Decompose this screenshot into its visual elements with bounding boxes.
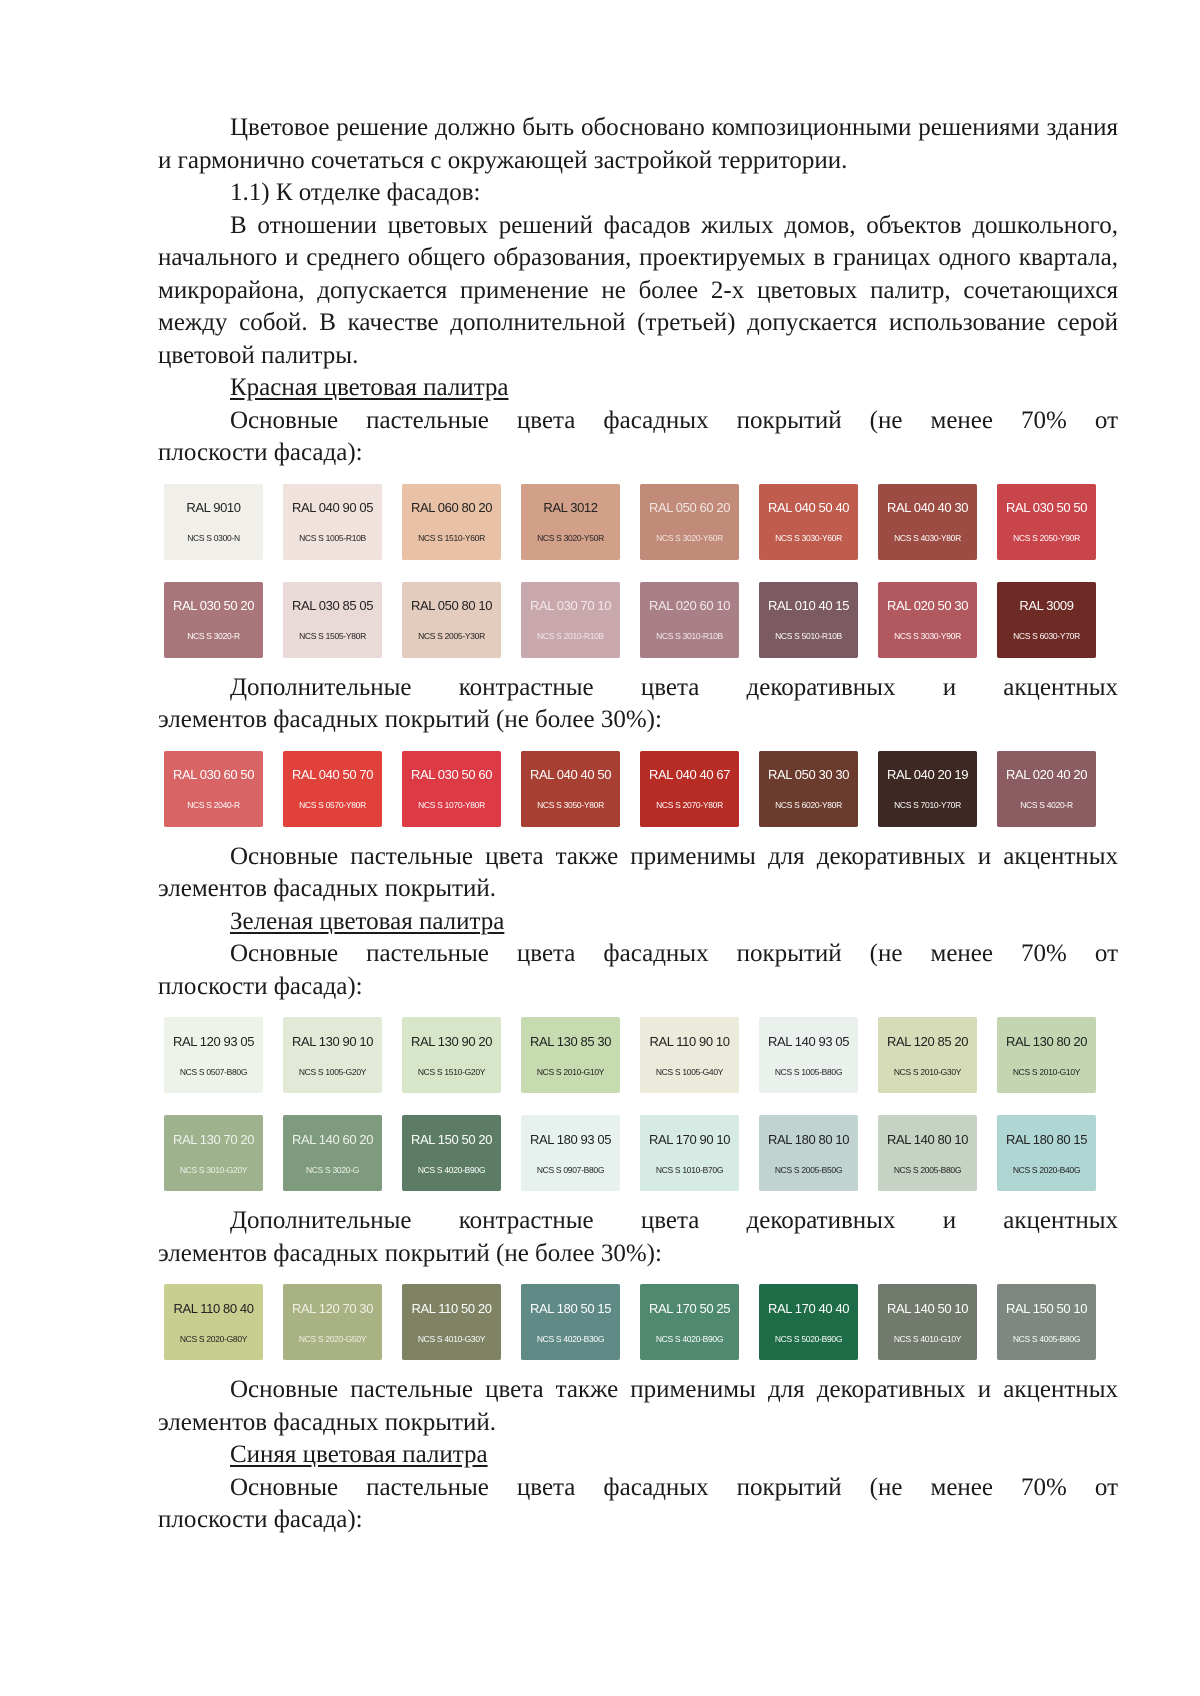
red-extra-color-swatch xyxy=(402,751,501,827)
swatch-ral-code: RAL 010 40 15 xyxy=(767,598,850,613)
swatch-ncs-code: NCS S 3030-Y90R xyxy=(894,631,961,641)
red-main-caption-line2: плоскости фасада): xyxy=(158,439,363,466)
swatch-ncs-code: NCS S 2010-G10Y xyxy=(536,1066,605,1077)
red-extra-color-swatch xyxy=(878,751,977,827)
swatch-ncs-code: NCS S 3030-Y60R xyxy=(775,533,842,543)
red-main-color-swatch xyxy=(283,484,382,560)
swatch-ncs-code: NCS S 0907-B80G xyxy=(536,1164,605,1175)
swatch-ncs-code: NCS S 0507-B80G xyxy=(179,1066,248,1077)
swatch-ncs-code: NCS S 4030-Y80R xyxy=(894,533,961,543)
green-main-color-swatch xyxy=(640,1017,739,1093)
swatch-ncs-code: NCS S 4020-B90G xyxy=(417,1164,486,1175)
swatch-ncs-code: NCS S 1005-R10B xyxy=(299,533,366,543)
swatch-ral-code: RAL 040 40 50 xyxy=(529,767,612,782)
green-extra-color-swatch xyxy=(640,1284,739,1360)
swatch-ral-code: RAL 140 93 05 xyxy=(767,1033,850,1049)
swatch-ral-code: RAL 140 50 10 xyxy=(886,1300,969,1316)
red-main-color-swatch xyxy=(759,582,858,658)
swatch-ncs-code: NCS S 4010-G30Y xyxy=(417,1333,486,1344)
red-main-color-swatch xyxy=(402,582,501,658)
green-main-also-note: Основные пастельные цвета также применимы для декоративных и акцентных элементов фасадных покрытий. xyxy=(158,1376,1118,1436)
green-extra-color-swatch xyxy=(164,1284,263,1360)
swatch-ncs-code: NCS S 1010-B70G xyxy=(655,1164,724,1175)
red-main-color-swatch xyxy=(283,582,382,658)
swatch-ral-code: RAL 050 30 30 xyxy=(767,767,850,782)
red-extra-caption-line1: Дополнительные контрастные цвета декоративных и акцентных xyxy=(230,673,1118,701)
swatch-ncs-code: NCS S 3020-G xyxy=(305,1164,360,1175)
swatch-ncs-code: NCS S 3020-R xyxy=(187,631,240,641)
green-extra-color-swatch xyxy=(878,1284,977,1360)
red-extra-caption-line2: элементов фасадных покрытий (не более 30%): xyxy=(158,706,662,733)
swatch-ral-code: RAL 110 90 10 xyxy=(649,1033,730,1049)
red-main-color-swatch xyxy=(640,582,739,658)
swatch-ncs-code: NCS S 2005-B80G xyxy=(893,1164,962,1175)
green-main-color-swatch xyxy=(402,1017,501,1093)
swatch-ral-code: RAL 140 80 10 xyxy=(886,1131,969,1147)
swatch-ral-code: RAL 030 85 05 xyxy=(291,598,374,613)
swatch-ncs-code: NCS S 0300-N xyxy=(187,533,240,543)
green-main-color-swatch xyxy=(997,1115,1096,1191)
red-main-color-swatch xyxy=(878,582,977,658)
swatch-ral-code: RAL 060 80 20 xyxy=(410,500,493,515)
swatch-ral-code: RAL 040 90 05 xyxy=(291,500,374,515)
section-1-1-heading: 1.1) К отделке фасадов: xyxy=(230,179,481,206)
swatch-ncs-code: NCS S 1005-B80G xyxy=(774,1066,843,1077)
swatch-ral-code: RAL 040 50 70 xyxy=(291,767,374,782)
green-main-color-swatch xyxy=(521,1115,620,1191)
green-main-color-swatch xyxy=(402,1115,501,1191)
green-main-color-swatch xyxy=(759,1017,858,1093)
swatch-ral-code: RAL 110 80 40 xyxy=(173,1300,254,1316)
swatch-ncs-code: NCS S 3010-R10B xyxy=(656,631,723,641)
swatch-ncs-code: NCS S 2020-G50Y xyxy=(298,1333,367,1344)
swatch-ral-code: RAL 030 70 10 xyxy=(529,598,612,613)
swatch-ncs-code: NCS S 2005-B50G xyxy=(774,1164,843,1175)
swatch-ral-code: RAL 050 60 20 xyxy=(648,500,731,515)
swatch-ral-code: RAL 3012 xyxy=(543,500,598,515)
swatch-ral-code: RAL 130 90 10 xyxy=(291,1033,374,1049)
swatch-ral-code: RAL 030 50 50 xyxy=(1005,500,1088,515)
green-palette-title-text: Зеленая цветовая палитра xyxy=(230,907,505,935)
swatch-ral-code: RAL 030 60 50 xyxy=(172,767,255,782)
green-extra-caption-line2: элементов фасадных покрытий (не более 30%): xyxy=(158,1239,662,1267)
green-main-caption-line1: Основные пастельные цвета фасадных покрытий (не менее 70% от xyxy=(230,940,1118,967)
red-main-color-swatch xyxy=(640,484,739,560)
swatch-ral-code: RAL 020 60 10 xyxy=(648,598,731,613)
swatch-ncs-code: NCS S 3020-Y50R xyxy=(537,533,604,543)
red-main-color-swatch xyxy=(997,582,1096,658)
swatch-ral-code: RAL 130 70 20 xyxy=(172,1131,255,1147)
green-main-color-swatch xyxy=(283,1017,382,1093)
green-main-color-swatch xyxy=(521,1017,620,1093)
green-main-color-swatch xyxy=(164,1115,263,1191)
green-main-color-swatch xyxy=(878,1115,977,1191)
red-main-color-swatch xyxy=(521,582,620,658)
green-palette-title xyxy=(158,906,1118,939)
swatch-ral-code: RAL 180 80 10 xyxy=(767,1131,850,1147)
swatch-ral-code: RAL 110 50 20 xyxy=(411,1300,492,1316)
green-main-color-swatch xyxy=(759,1115,858,1191)
swatch-ncs-code: NCS S 4020-B90G xyxy=(655,1333,724,1344)
swatch-ral-code: RAL 130 90 20 xyxy=(410,1033,493,1049)
green-extra-caption-line1: Дополнительные контрастные цвета декоративных и акцентных xyxy=(230,1207,1118,1234)
green-main-color-swatch xyxy=(164,1017,263,1093)
green-main-color-swatch xyxy=(878,1017,977,1093)
swatch-ncs-code: NCS S 1005-G20Y xyxy=(298,1066,367,1077)
swatch-ral-code: RAL 120 70 30 xyxy=(291,1300,374,1316)
green-extra-color-swatch xyxy=(283,1284,382,1360)
swatch-ncs-code: NCS S 2070-Y80R xyxy=(656,800,723,810)
green-main-swatch-grid xyxy=(164,1017,1118,1191)
red-extra-color-swatch xyxy=(283,751,382,827)
swatch-ncs-code: NCS S 1005-G40Y xyxy=(655,1066,724,1077)
red-main-swatch-grid xyxy=(164,484,1118,658)
swatch-ncs-code: NCS S 1510-G20Y xyxy=(417,1066,486,1077)
swatch-ncs-code: NCS S 1510-Y60R xyxy=(418,533,485,543)
swatch-ral-code: RAL 150 50 20 xyxy=(410,1131,493,1147)
swatch-ral-code: RAL 120 85 20 xyxy=(886,1033,969,1049)
swatch-ncs-code: NCS S 2010-G30Y xyxy=(893,1066,962,1077)
red-main-color-swatch xyxy=(402,484,501,560)
swatch-ncs-code: NCS S 5020-B90G xyxy=(774,1333,843,1344)
swatch-ncs-code: NCS S 6030-Y70R xyxy=(1013,631,1080,641)
swatch-ncs-code: NCS S 6020-Y80R xyxy=(775,800,842,810)
blue-main-caption-line1: Основные пастельные цвета фасадных покрытий (не менее 70% от xyxy=(230,1473,1118,1501)
green-extra-color-swatch xyxy=(997,1284,1096,1360)
red-extra-color-swatch xyxy=(997,751,1096,827)
swatch-ncs-code: NCS S 2050-Y90R xyxy=(1013,533,1080,543)
green-extra-color-swatch xyxy=(759,1284,858,1360)
red-extra-color-swatch xyxy=(521,751,620,827)
swatch-ral-code: RAL 180 50 15 xyxy=(529,1300,612,1316)
swatch-ncs-code: NCS S 2020-B40G xyxy=(1012,1164,1081,1175)
red-main-color-swatch xyxy=(164,484,263,560)
red-extra-color-swatch xyxy=(640,751,739,827)
swatch-ncs-code: NCS S 2020-G80Y xyxy=(179,1333,248,1344)
intro-paragraph: Цветовое решение должно быть обосновано композиционными решениями здания и гармонично сочетаться с окружающей застройкой территории. xyxy=(158,114,1118,174)
swatch-ral-code: RAL 020 40 20 xyxy=(1005,767,1088,782)
red-palette-title xyxy=(158,372,1118,405)
swatch-ral-code: RAL 130 85 30 xyxy=(529,1033,612,1049)
swatch-ncs-code: NCS S 4005-B80G xyxy=(1012,1333,1081,1344)
swatch-ncs-code: NCS S 4020-R xyxy=(1020,800,1073,810)
red-extra-color-swatch xyxy=(759,751,858,827)
green-extra-color-swatch xyxy=(521,1284,620,1360)
red-main-also-note: Основные пастельные цвета также применимы для декоративных и акцентных элементов фасадных покрытий. xyxy=(158,842,1118,902)
swatch-ncs-code: NCS S 2010-R10B xyxy=(537,631,604,641)
swatch-ral-code: RAL 020 50 30 xyxy=(886,598,969,613)
swatch-ral-code: RAL 050 80 10 xyxy=(410,598,493,613)
swatch-ncs-code: NCS S 5010-R10B xyxy=(775,631,842,641)
green-main-color-swatch xyxy=(283,1115,382,1191)
blue-palette-title xyxy=(158,1439,1118,1472)
green-extra-swatch-grid xyxy=(164,1284,1118,1360)
swatch-ral-code: RAL 140 60 20 xyxy=(291,1131,374,1147)
swatch-ral-code: RAL 030 50 60 xyxy=(410,767,493,782)
swatch-ncs-code: NCS S 2010-G10Y xyxy=(1012,1066,1081,1077)
red-main-color-swatch xyxy=(759,484,858,560)
swatch-ncs-code: NCS S 4010-G10Y xyxy=(893,1333,962,1344)
swatch-ncs-code: NCS S 3050-Y80R xyxy=(537,800,604,810)
swatch-ncs-code: NCS S 0570-Y80R xyxy=(299,800,366,810)
swatch-ral-code: RAL 040 40 67 xyxy=(648,767,731,782)
swatch-ral-code: RAL 9010 xyxy=(186,500,241,515)
swatch-ral-code: RAL 170 50 25 xyxy=(648,1300,731,1316)
red-extra-color-swatch xyxy=(164,751,263,827)
red-main-caption-line1: Основные пастельные цвета фасадных покрытий (не менее 70% от xyxy=(230,406,1118,434)
red-main-color-swatch xyxy=(521,484,620,560)
swatch-ncs-code: NCS S 7010-Y70R xyxy=(894,800,961,810)
swatch-ral-code: RAL 040 20 19 xyxy=(886,767,969,782)
green-extra-color-swatch xyxy=(402,1284,501,1360)
swatch-ncs-code: NCS S 2040-R xyxy=(187,800,240,810)
swatch-ral-code: RAL 170 90 10 xyxy=(648,1131,731,1147)
blue-main-caption-line2: плоскости фасада): xyxy=(158,1506,363,1533)
swatch-ral-code: RAL 040 40 30 xyxy=(886,500,969,515)
swatch-ncs-code: NCS S 1070-Y80R xyxy=(418,800,485,810)
swatch-ncs-code: NCS S 1505-Y80R xyxy=(299,631,366,641)
swatch-ral-code: RAL 3009 xyxy=(1019,598,1074,613)
palette-rules-paragraph: В отношении цветовых решений фасадов жилых домов, объектов дошкольного, начального и среднего общего образования, проектируемых в границах одного квартала, микрорайона, допускается применение не более 2-х цветовых палитр, сочетающихся между собой. В качестве дополнительной (третьей) допускается использование серой цветовой палитры. xyxy=(158,211,1118,369)
swatch-ncs-code: NCS S 4020-B30G xyxy=(536,1333,605,1344)
swatch-ral-code: RAL 150 50 10 xyxy=(1005,1300,1088,1316)
red-palette-title-text: Красная цветовая палитра xyxy=(230,374,509,401)
document-body xyxy=(158,112,1118,1537)
swatch-ncs-code: NCS S 3010-G20Y xyxy=(179,1164,248,1175)
swatch-ncs-code: NCS S 3020-Y60R xyxy=(656,533,723,543)
red-extra-swatch-grid xyxy=(164,751,1118,827)
swatch-ral-code: RAL 180 80 15 xyxy=(1005,1131,1088,1147)
green-main-color-swatch xyxy=(640,1115,739,1191)
green-main-caption-line2: плоскости фасада): xyxy=(158,972,363,1000)
swatch-ral-code: RAL 030 50 20 xyxy=(172,598,255,613)
blue-palette-title-text: Синяя цветовая палитра xyxy=(230,1441,488,1468)
swatch-ral-code: RAL 120 93 05 xyxy=(172,1033,255,1049)
swatch-ral-code: RAL 040 50 40 xyxy=(767,500,850,515)
swatch-ral-code: RAL 180 93 05 xyxy=(529,1131,612,1147)
red-main-color-swatch xyxy=(164,582,263,658)
red-main-color-swatch xyxy=(997,484,1096,560)
swatch-ral-code: RAL 130 80 20 xyxy=(1005,1033,1088,1049)
swatch-ncs-code: NCS S 2005-Y30R xyxy=(418,631,485,641)
green-main-color-swatch xyxy=(997,1017,1096,1093)
swatch-ral-code: RAL 170 40 40 xyxy=(767,1300,850,1316)
red-main-color-swatch xyxy=(878,484,977,560)
